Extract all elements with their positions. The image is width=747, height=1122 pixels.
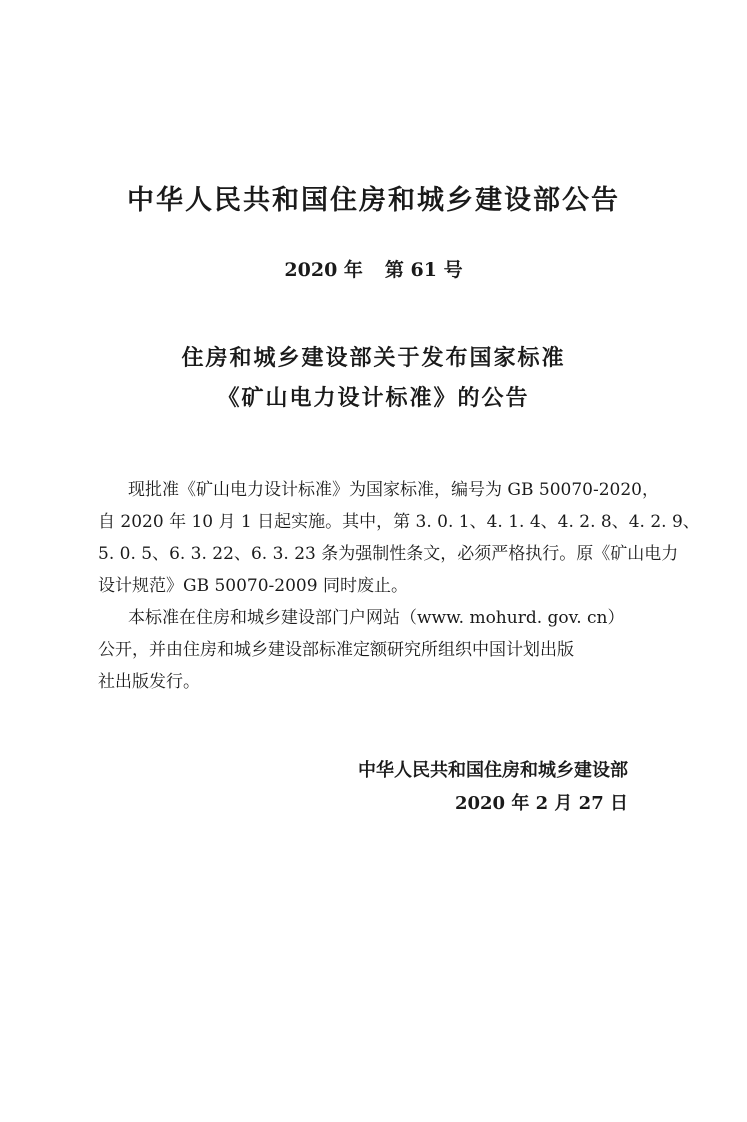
- body-line: 公开，并由住房和城乡建设部标准定额研究所组织中国计划出版: [98, 640, 574, 660]
- announcement-year: 2020 年: [284, 259, 363, 281]
- announcement-number: [0, 255, 747, 282]
- subtitle-line-2: 《矿山电力设计标准》的公告: [217, 385, 530, 411]
- body-line: 社出版发行。: [98, 672, 200, 692]
- announcement-title: 中华人民共和国住房和城乡建设部公告: [127, 185, 620, 216]
- announcement-no: 第 61 号: [384, 259, 463, 281]
- subtitle-line-1: 住房和城乡建设部关于发布国家标准: [181, 345, 566, 371]
- body-line: 现批准《矿山电力设计标准》为国家标准，编号为 GB 50070-2020，: [128, 480, 659, 500]
- body-line: 自 2020 年 10 月 1 日起实施。其中，第 3. 0. 1、4. 1. 4、4. 2. 8、4. 2. 9、: [98, 512, 700, 532]
- body-line: 本标准在住房和城乡建设部门户网站（www. mohurd. gov. cn）: [128, 608, 625, 628]
- signature-date: 2020 年 2 月 27 日: [454, 793, 628, 814]
- signature-organization: 中华人民共和国住房和城乡建设部: [358, 760, 628, 781]
- body-line: 5. 0. 5、6. 3. 22、6. 3. 23 条为强制性条文，必须严格执行。原《矿山电力: [98, 544, 679, 564]
- body-line: 设计规范》GB 50070-2009 同时废止。: [98, 576, 408, 596]
